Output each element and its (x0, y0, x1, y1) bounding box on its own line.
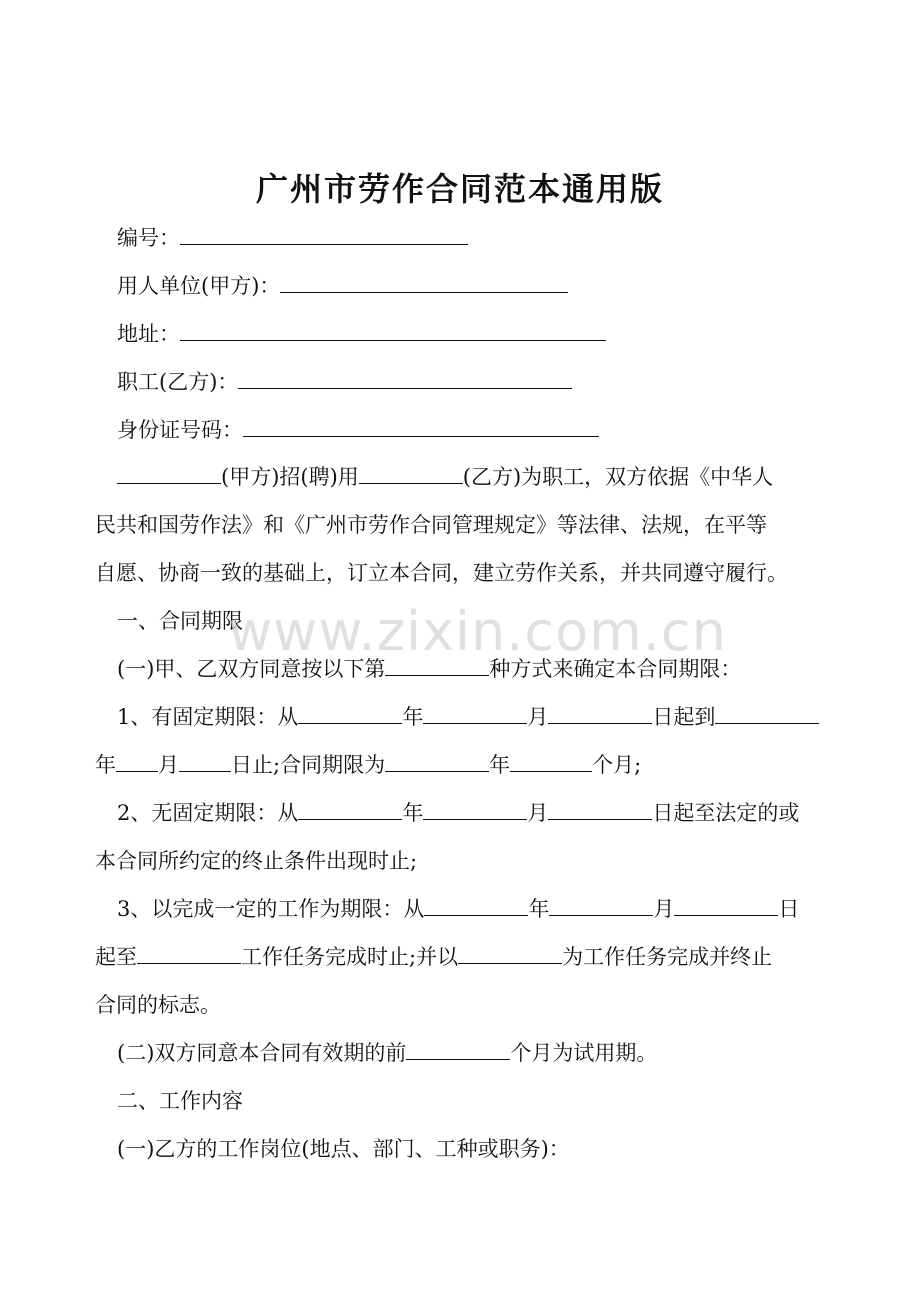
watermark-text: www.zixin.com.cn (228, 600, 727, 663)
open-term-line-2: 本合同所约定的终止条件出现时止; (95, 849, 418, 873)
task-text-b: 年 (528, 897, 550, 921)
employer-field (117, 272, 568, 300)
task-term-line-2 (95, 943, 772, 971)
term-method-text-a: (一)甲、乙双方同意按以下第 (117, 657, 386, 681)
address-blank (180, 320, 606, 341)
open-text-b: 年 (402, 801, 424, 825)
employer-blank (280, 272, 568, 293)
employee-blank (238, 368, 572, 389)
task-text-c: 月 (653, 897, 675, 921)
fixed2-text-b: 月 (158, 753, 179, 777)
fixed-end-year-blank (715, 703, 819, 724)
fixed-end-month-blank (116, 751, 158, 772)
fixed-text-b: 年 (402, 705, 424, 729)
task-text-d: 日 (778, 897, 800, 921)
task2-text-b: 工作任务完成时止;并以 (241, 945, 459, 969)
document-title: 广州市劳作合同范本通用版 (255, 170, 664, 208)
id-label: 身份证号码： (117, 418, 243, 442)
term-method-blank (385, 655, 489, 676)
intro-text-b: (乙方)为职工，双方依据《中华人 (462, 465, 774, 489)
fixed2-text-c: 日止;合同期限为 (231, 753, 386, 777)
probation-line (117, 1039, 657, 1067)
fixed-text-d: 日起到 (652, 705, 716, 729)
number-label: 编号： (117, 226, 180, 250)
address-field (117, 320, 606, 348)
fixed-end-day-blank (179, 751, 231, 772)
intro-line-1 (117, 463, 773, 491)
number-blank (180, 224, 468, 245)
task2-text-c: 为工作任务完成并终止 (562, 945, 773, 969)
fixed-duration-month-blank (510, 751, 592, 772)
number-field (117, 224, 468, 252)
section2-heading: 二、工作内容 (117, 1089, 243, 1113)
task-completion-blank (458, 943, 562, 964)
fixed2-text-a: 年 (95, 753, 116, 777)
open-start-year-blank (298, 799, 402, 820)
probation-text-b: 个月为试用期。 (510, 1041, 658, 1065)
open-start-day-blank (548, 799, 652, 820)
open-text-d: 日起至法定的或 (652, 801, 800, 825)
employer-name-blank (117, 463, 221, 484)
open-term-line-1 (117, 799, 799, 827)
task2-text-a: 起至 (95, 945, 137, 969)
probation-months-blank (406, 1039, 510, 1060)
section1-heading: 一、合同期限 (117, 609, 243, 633)
open-start-month-blank (423, 799, 527, 820)
job-position-line: (一)乙方的工作岗位(地点、部门、工种或职务)： (117, 1137, 570, 1161)
term-method-text-b: 种方式来确定本合同期限： (489, 657, 742, 681)
task-start-month-blank (549, 895, 653, 916)
fixed-text-a: 1、有固定期限：从 (117, 705, 299, 729)
id-field (117, 416, 599, 444)
id-blank (243, 416, 599, 437)
employer-label: 用人单位(甲方)： (117, 274, 281, 298)
fixed-term-line-1 (117, 703, 819, 731)
fixed-start-month-blank (423, 703, 527, 724)
employee-label: 职工(乙方)： (117, 370, 239, 394)
intro-text-a: (甲方)招(聘)用 (221, 465, 359, 489)
fixed-text-c: 月 (527, 705, 549, 729)
probation-text-a: (二)双方同意本合同有效期的前 (117, 1041, 407, 1065)
open-text-c: 月 (527, 801, 549, 825)
intro-line-2: 民共和国劳作法》和《广州市劳作合同管理规定》等法律、法规，在平等 (95, 513, 767, 537)
task-name-blank (137, 943, 241, 964)
fixed2-text-e: 个月; (592, 753, 642, 777)
fixed-start-year-blank (298, 703, 402, 724)
term-method-line (117, 655, 741, 683)
task-term-line-1 (117, 895, 799, 923)
task-start-day-blank (674, 895, 778, 916)
task-start-year-blank (424, 895, 528, 916)
open-text-a: 2、无固定期限：从 (117, 801, 299, 825)
employee-field (117, 368, 572, 396)
address-label: 地址： (117, 322, 180, 346)
fixed-start-day-blank (548, 703, 652, 724)
intro-line-3: 自愿、协商一致的基础上，订立本合同，建立劳作关系，并共同遵守履行。 (95, 561, 788, 585)
task-text-a: 3、以完成一定的工作为期限：从 (117, 897, 425, 921)
fixed2-text-d: 年 (489, 753, 511, 777)
fixed-duration-year-blank (385, 751, 489, 772)
employee-name-blank (359, 463, 463, 484)
task-term-line-3: 合同的标志。 (95, 993, 221, 1017)
fixed-term-line-2 (95, 751, 641, 779)
